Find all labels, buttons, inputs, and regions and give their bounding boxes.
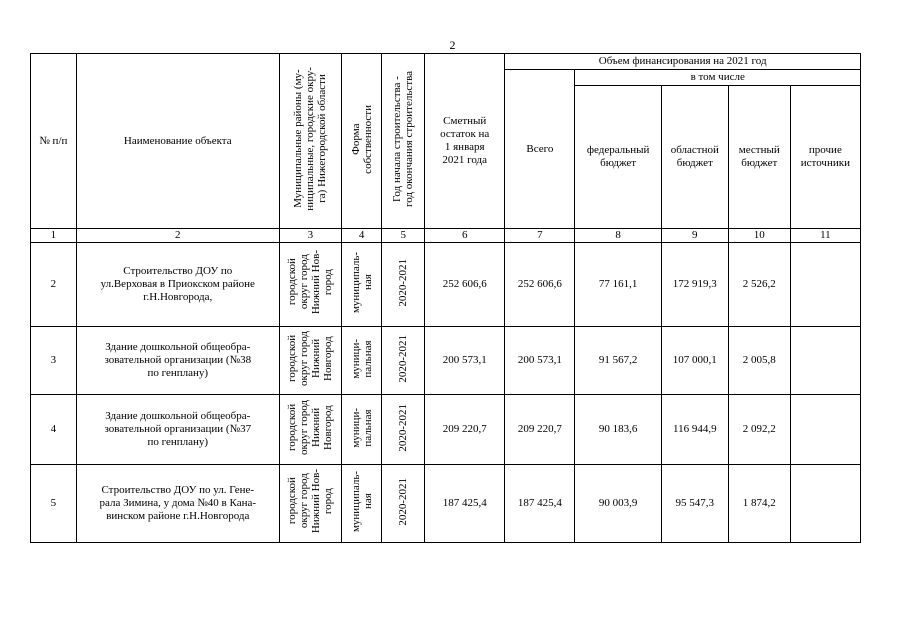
table-row [31,327,861,395]
years-cell: 2020-2021 [382,327,425,395]
table-row [31,465,861,543]
ownership-cell: муници- пальная [341,327,382,395]
years-cell: 2020-2021 [382,395,425,465]
header-estimate: Сметный остаток на 1 января 2021 года [425,54,505,229]
ownership-cell: муниципаль- ная [341,465,382,543]
header-other: прочие источники [790,86,860,229]
header-regional: областной бюджет [661,86,728,229]
table-row [31,395,861,465]
page-number: 2 [449,38,456,52]
other-cell [790,327,860,395]
column-number: 4 [341,229,382,243]
object-name: Здание дошкольной общеобра- зовательной организации (№38 по генплану) [76,327,279,395]
ownership-cell: муници- пальная [341,395,382,465]
column-number: 10 [728,229,790,243]
column-numbers-row [31,229,861,243]
regional-cell: 172 919,3 [661,243,728,327]
estimate-cell: 187 425,4 [425,465,505,543]
ownership-cell: муниципаль- ная [341,243,382,327]
district-cell: городской округ город Нижний Нов- город [279,243,341,327]
header-local: местный бюджет [728,86,790,229]
regional-cell: 116 944,9 [661,395,728,465]
federal-cell: 91 567,2 [575,327,661,395]
object-name: Здание дошкольной общеобра- зовательной организации (№37 по генплану) [76,395,279,465]
federal-cell: 90 183,6 [575,395,661,465]
header-ownership: Форма собственности [341,54,382,229]
table-row [31,243,861,327]
header-federal: федеральный бюджет [575,86,661,229]
local-cell: 2 526,2 [728,243,790,327]
district-cell: городской округ город Нижний Новгород [279,327,341,395]
years-cell: 2020-2021 [382,243,425,327]
local-cell: 2 092,2 [728,395,790,465]
row-num: 3 [31,327,77,395]
local-cell: 1 874,2 [728,465,790,543]
total-cell: 252 606,6 [505,243,575,327]
column-number: 1 [31,229,77,243]
object-name: Строительство ДОУ по ул. Гене- рала Зимина, у дома №40 в Кана- винском районе г.Н.Новгорода [76,465,279,543]
other-cell [790,243,860,327]
header-years: Год начала строительства - год окончания строительства [382,54,425,229]
column-number: 6 [425,229,505,243]
row-num: 2 [31,243,77,327]
column-number: 3 [279,229,341,243]
years-cell: 2020-2021 [382,465,425,543]
header-total: Всего [505,70,575,229]
row-num: 4 [31,395,77,465]
column-number: 8 [575,229,661,243]
estimate-cell: 252 606,6 [425,243,505,327]
regional-cell: 107 000,1 [661,327,728,395]
local-cell: 2 005,8 [728,327,790,395]
column-number: 5 [382,229,425,243]
district-cell: городской округ город Нижний Новгород [279,395,341,465]
other-cell [790,395,860,465]
header-num: № п/п [31,54,77,229]
district-cell: городской округ город Нижний Нов- город [279,465,341,543]
header-financing: Объем финансирования на 2021 год [505,54,861,70]
financing-table [30,53,861,543]
header-name: Наименование объекта [76,54,279,229]
regional-cell: 95 547,3 [661,465,728,543]
other-cell [790,465,860,543]
estimate-cell: 200 573,1 [425,327,505,395]
total-cell: 209 220,7 [505,395,575,465]
federal-cell: 77 161,1 [575,243,661,327]
federal-cell: 90 003,9 [575,465,661,543]
object-name: Строительство ДОУ по ул.Верховая в Приокском районе г.Н.Новгорода, [76,243,279,327]
column-number: 7 [505,229,575,243]
estimate-cell: 209 220,7 [425,395,505,465]
column-number: 11 [790,229,860,243]
total-cell: 187 425,4 [505,465,575,543]
total-cell: 200 573,1 [505,327,575,395]
column-number: 9 [661,229,728,243]
column-number: 2 [76,229,279,243]
row-num: 5 [31,465,77,543]
header-including: в том числе [575,70,861,86]
header-district: Муниципальные районы (му- ниципальные, городские окру- га) Нижегородской области [279,54,341,229]
